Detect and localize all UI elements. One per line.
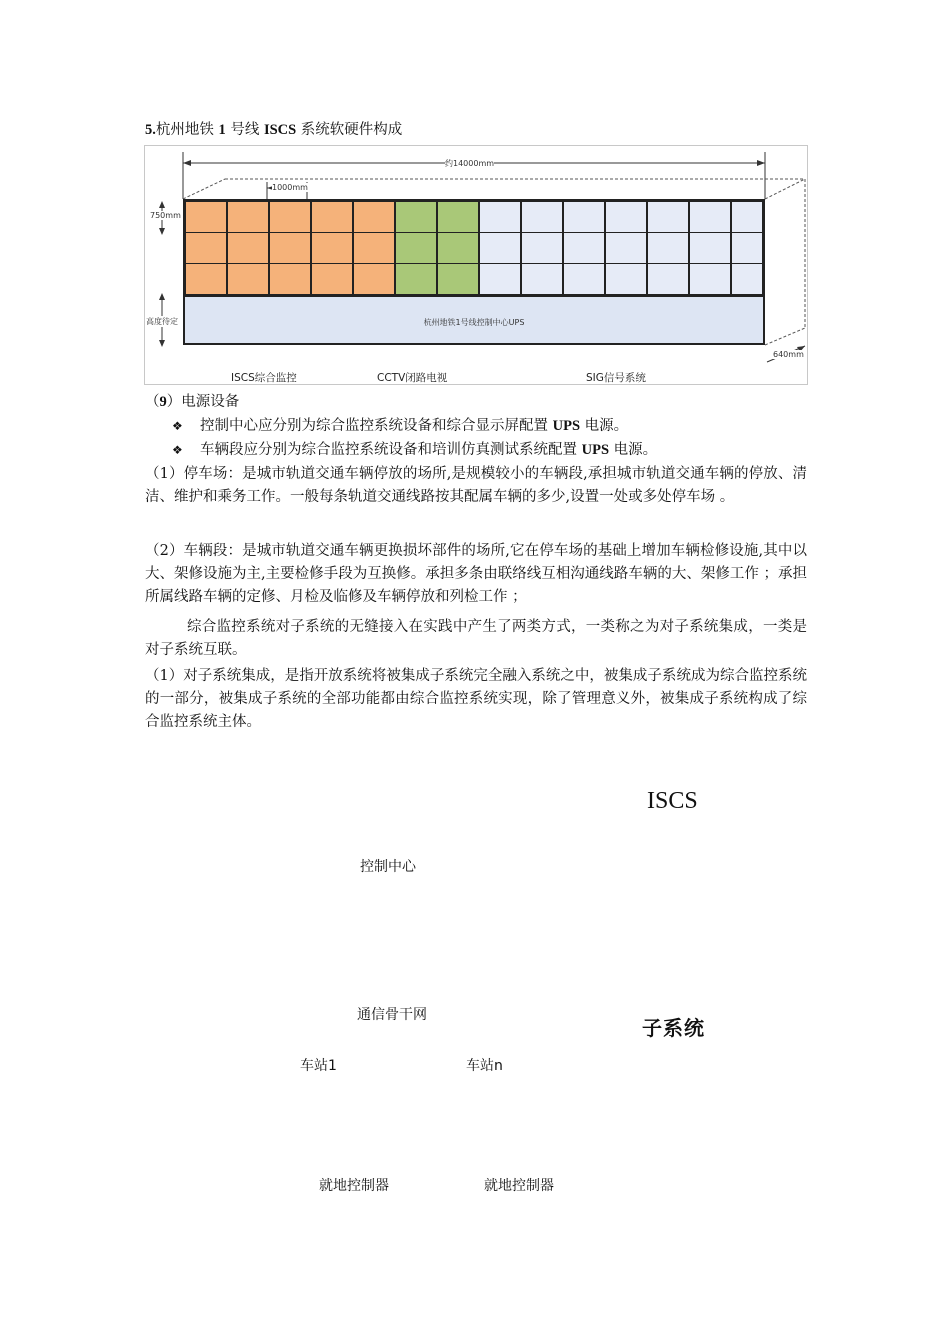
legend-sig: SIG信号系统 (586, 372, 646, 384)
control-center-label: 控制中心 (360, 859, 416, 875)
sig-cabinet (521, 263, 563, 295)
paragraph-subsystem-integration: （1）对子系统集成，是指开放系统将被集成子系统完全融入系统之中，被集成子系统成为综合监控系统的一部分，被集成子系统的全部功能都由综合监控系统实现，除了管理意义外，被集成子系统构成了综合监控系统主体。 (145, 668, 807, 730)
module-width-label: 1000mm (272, 183, 308, 192)
iscs-cabinet (185, 263, 227, 295)
local-controller-label: 就地控制器 (319, 1178, 389, 1194)
iscs-cabinet (185, 232, 227, 264)
station-n-label: 车站n (466, 1058, 503, 1074)
paragraph-integration-modes: 综合监控系统对子系统的无缝接入在实践中产生了两类方式，一类称之为对子系统集成，一类是对子系统互联。 (145, 619, 807, 658)
bullet-item: ❖ 车辆段应分别为综合监控系统设备和培训仿真测试系统配置 UPS 电源。 (172, 442, 658, 458)
sig-cabinet (689, 232, 731, 264)
sig-cabinet (647, 201, 689, 233)
sig-cabinet (479, 201, 521, 233)
cctv-cabinet (395, 232, 437, 264)
sig-cabinet (731, 201, 763, 233)
legend-cctv: CCTV闭路电视 (377, 372, 448, 384)
cabinet-height-label: 750mm (150, 211, 181, 220)
subsystem-label: 子系统 (642, 1016, 705, 1040)
sig-cabinet (605, 263, 647, 295)
sig-cabinet (731, 232, 763, 264)
cctv-cabinet (437, 263, 479, 295)
cctv-cabinet (437, 232, 479, 264)
total-width-label: 约14000mm (445, 159, 495, 168)
height-tbd-label: 高度待定 (146, 317, 178, 326)
sig-cabinet (605, 201, 647, 233)
rack-layout-figure (144, 145, 808, 385)
local-controller-label: 就地控制器 (484, 1178, 554, 1194)
section-9-title: （9）电源设备 (145, 394, 240, 410)
diamond-bullet-icon: ❖ (172, 419, 183, 433)
section-heading: 5.杭州地铁 1 号线 ISCS 系统软硬件构成 (145, 122, 403, 138)
sig-cabinet (647, 232, 689, 264)
iscs-cabinet (353, 263, 395, 295)
station-1-label: 车站1 (300, 1058, 337, 1074)
sig-cabinet (563, 263, 605, 295)
sig-cabinet (731, 263, 763, 295)
paragraph-depot: （2）车辆段：是城市轨道交通车辆更换损坏部件的场所,它在停车场的基础上增加车辆检修设施,其中以大、架修设施为主,主要检修手段为互换修。承担多条由联络线互相沟通线路车辆的大、架修工作 ；承担所属线路车辆的定修、月检及临修及车辆停放和列检工作 ； (145, 543, 807, 605)
iscs-cabinet (353, 232, 395, 264)
iscs-cabinet (227, 232, 269, 264)
ups-label: 杭州地铁1号线控制中心UPS (423, 318, 525, 327)
sig-cabinet (479, 232, 521, 264)
sig-cabinet (605, 232, 647, 264)
paragraph-parking-lot: （1）停车场：是城市轨道交通车辆停放的场所,是规模较小的车辆段,承担城市轨道交通车辆的停放、清洁、维护和乘务工作。一般每条轨道交通线路按其配属车辆的多少,设置一处或多处停车场 。 (145, 466, 807, 505)
iscs-cabinet (269, 263, 311, 295)
sig-cabinet (563, 201, 605, 233)
cctv-cabinet (395, 263, 437, 295)
depth-label: 640mm (773, 350, 804, 359)
iscs-cabinet (185, 201, 227, 233)
iscs-cabinet (311, 263, 353, 295)
iscs-cabinet (353, 201, 395, 233)
iscs-cabinet (227, 201, 269, 233)
cctv-cabinet (395, 201, 437, 233)
sig-cabinet (647, 263, 689, 295)
diamond-bullet-icon: ❖ (172, 443, 183, 457)
backbone-network-label: 通信骨干网 (357, 1007, 427, 1023)
iscs-cabinet (311, 201, 353, 233)
iscs-cabinet (269, 232, 311, 264)
sig-cabinet (689, 201, 731, 233)
sig-cabinet (689, 263, 731, 295)
cctv-cabinet (437, 201, 479, 233)
iscs-cabinet (311, 232, 353, 264)
bullet-item: ❖ 控制中心应分别为综合监控系统设备和综合显示屏配置 UPS 电源。 (172, 418, 629, 434)
sig-cabinet (521, 201, 563, 233)
iscs-cabinet (227, 263, 269, 295)
ups-block (185, 295, 763, 343)
cabinet-row (183, 199, 765, 345)
sig-cabinet (563, 232, 605, 264)
iscs-cabinet (269, 201, 311, 233)
iscs-label: ISCS (647, 788, 698, 814)
sig-cabinet (521, 232, 563, 264)
sig-cabinet (479, 263, 521, 295)
legend-iscs: ISCS综合监控 (231, 372, 297, 384)
